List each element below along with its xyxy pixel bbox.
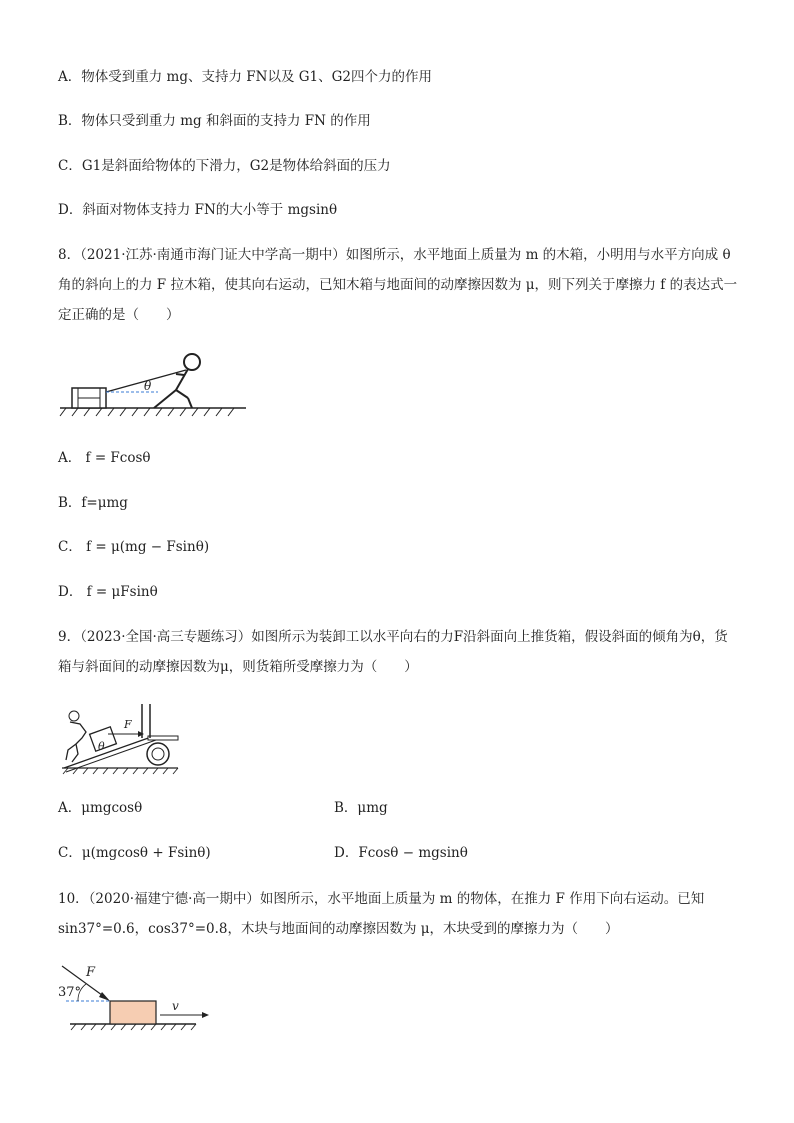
q9-force-label: F [124, 718, 132, 731]
q8-figure [58, 348, 248, 418]
q10-figure [56, 960, 216, 1035]
q7-option-b: B．物体只受到重力 mg 和斜面的支持力 FN 的作用 [58, 113, 371, 129]
q8-option-b: B．f=μmg [58, 495, 128, 511]
q9-option-a: A．μmgcosθ [58, 800, 143, 816]
q7-option-d: D．斜面对物体支持力 FN的大小等于 mgsinθ [58, 202, 338, 218]
q9-figure [58, 702, 183, 777]
q10-angle-label: 37° [58, 985, 82, 1000]
q9-stem: 9．（2023·全国·高三专题练习）如图所示为装卸工以水平向右的力F沿斜面向上推货箱，假设斜面的倾角为θ，货箱与斜面间的动摩擦因数为μ，则货箱所受摩擦力为（ ） [58, 629, 728, 675]
q8-option-c: C． f = μ(mg − Fsinθ) [58, 539, 210, 555]
q8-option-a: A． f = Fcosθ [58, 450, 151, 466]
q9-option-c: C．μ(mgcosθ + Fsinθ) [58, 845, 211, 861]
q8-theta-label: θ [144, 379, 152, 393]
q10-stem: 10．（2020·福建宁德·高一期中）如图所示，水平地面上质量为 m 的物体，在推力 F 作用下向右运动。已知 sin37°=0.6，cos37°=0.8，木块与地面间的动摩擦因数为 μ，木块受到的摩擦力为（ ） [58, 891, 705, 937]
q8-option-d: D． f = μFsinθ [58, 584, 158, 600]
q7-option-c: C．G1是斜面给物体的下滑力，G2是物体给斜面的压力 [58, 158, 391, 174]
q7-option-a: A．物体受到重力 mg、支持力 FN以及 G1、G2四个力的作用 [58, 69, 432, 85]
q9-option-d: D．Fcosθ − mgsinθ [334, 845, 468, 861]
q9-option-b: B．μmg [334, 800, 388, 816]
q10-force-label: F [86, 965, 96, 980]
q9-angle-label: θ [98, 740, 105, 753]
q10-velocity-label: v [172, 999, 179, 1013]
q8-stem: 8．（2021·江苏·南通市海门证大中学高一期中）如图所示，水平地面上质量为 m 的木箱，小明用与水平方向成 θ 角的斜向上的力 F 拉木箱，使其向右运动，已知木箱与地面间的动摩擦因数为 μ，则下列关于摩擦力 f 的表达式一定正确的是（ ） [58, 247, 738, 323]
